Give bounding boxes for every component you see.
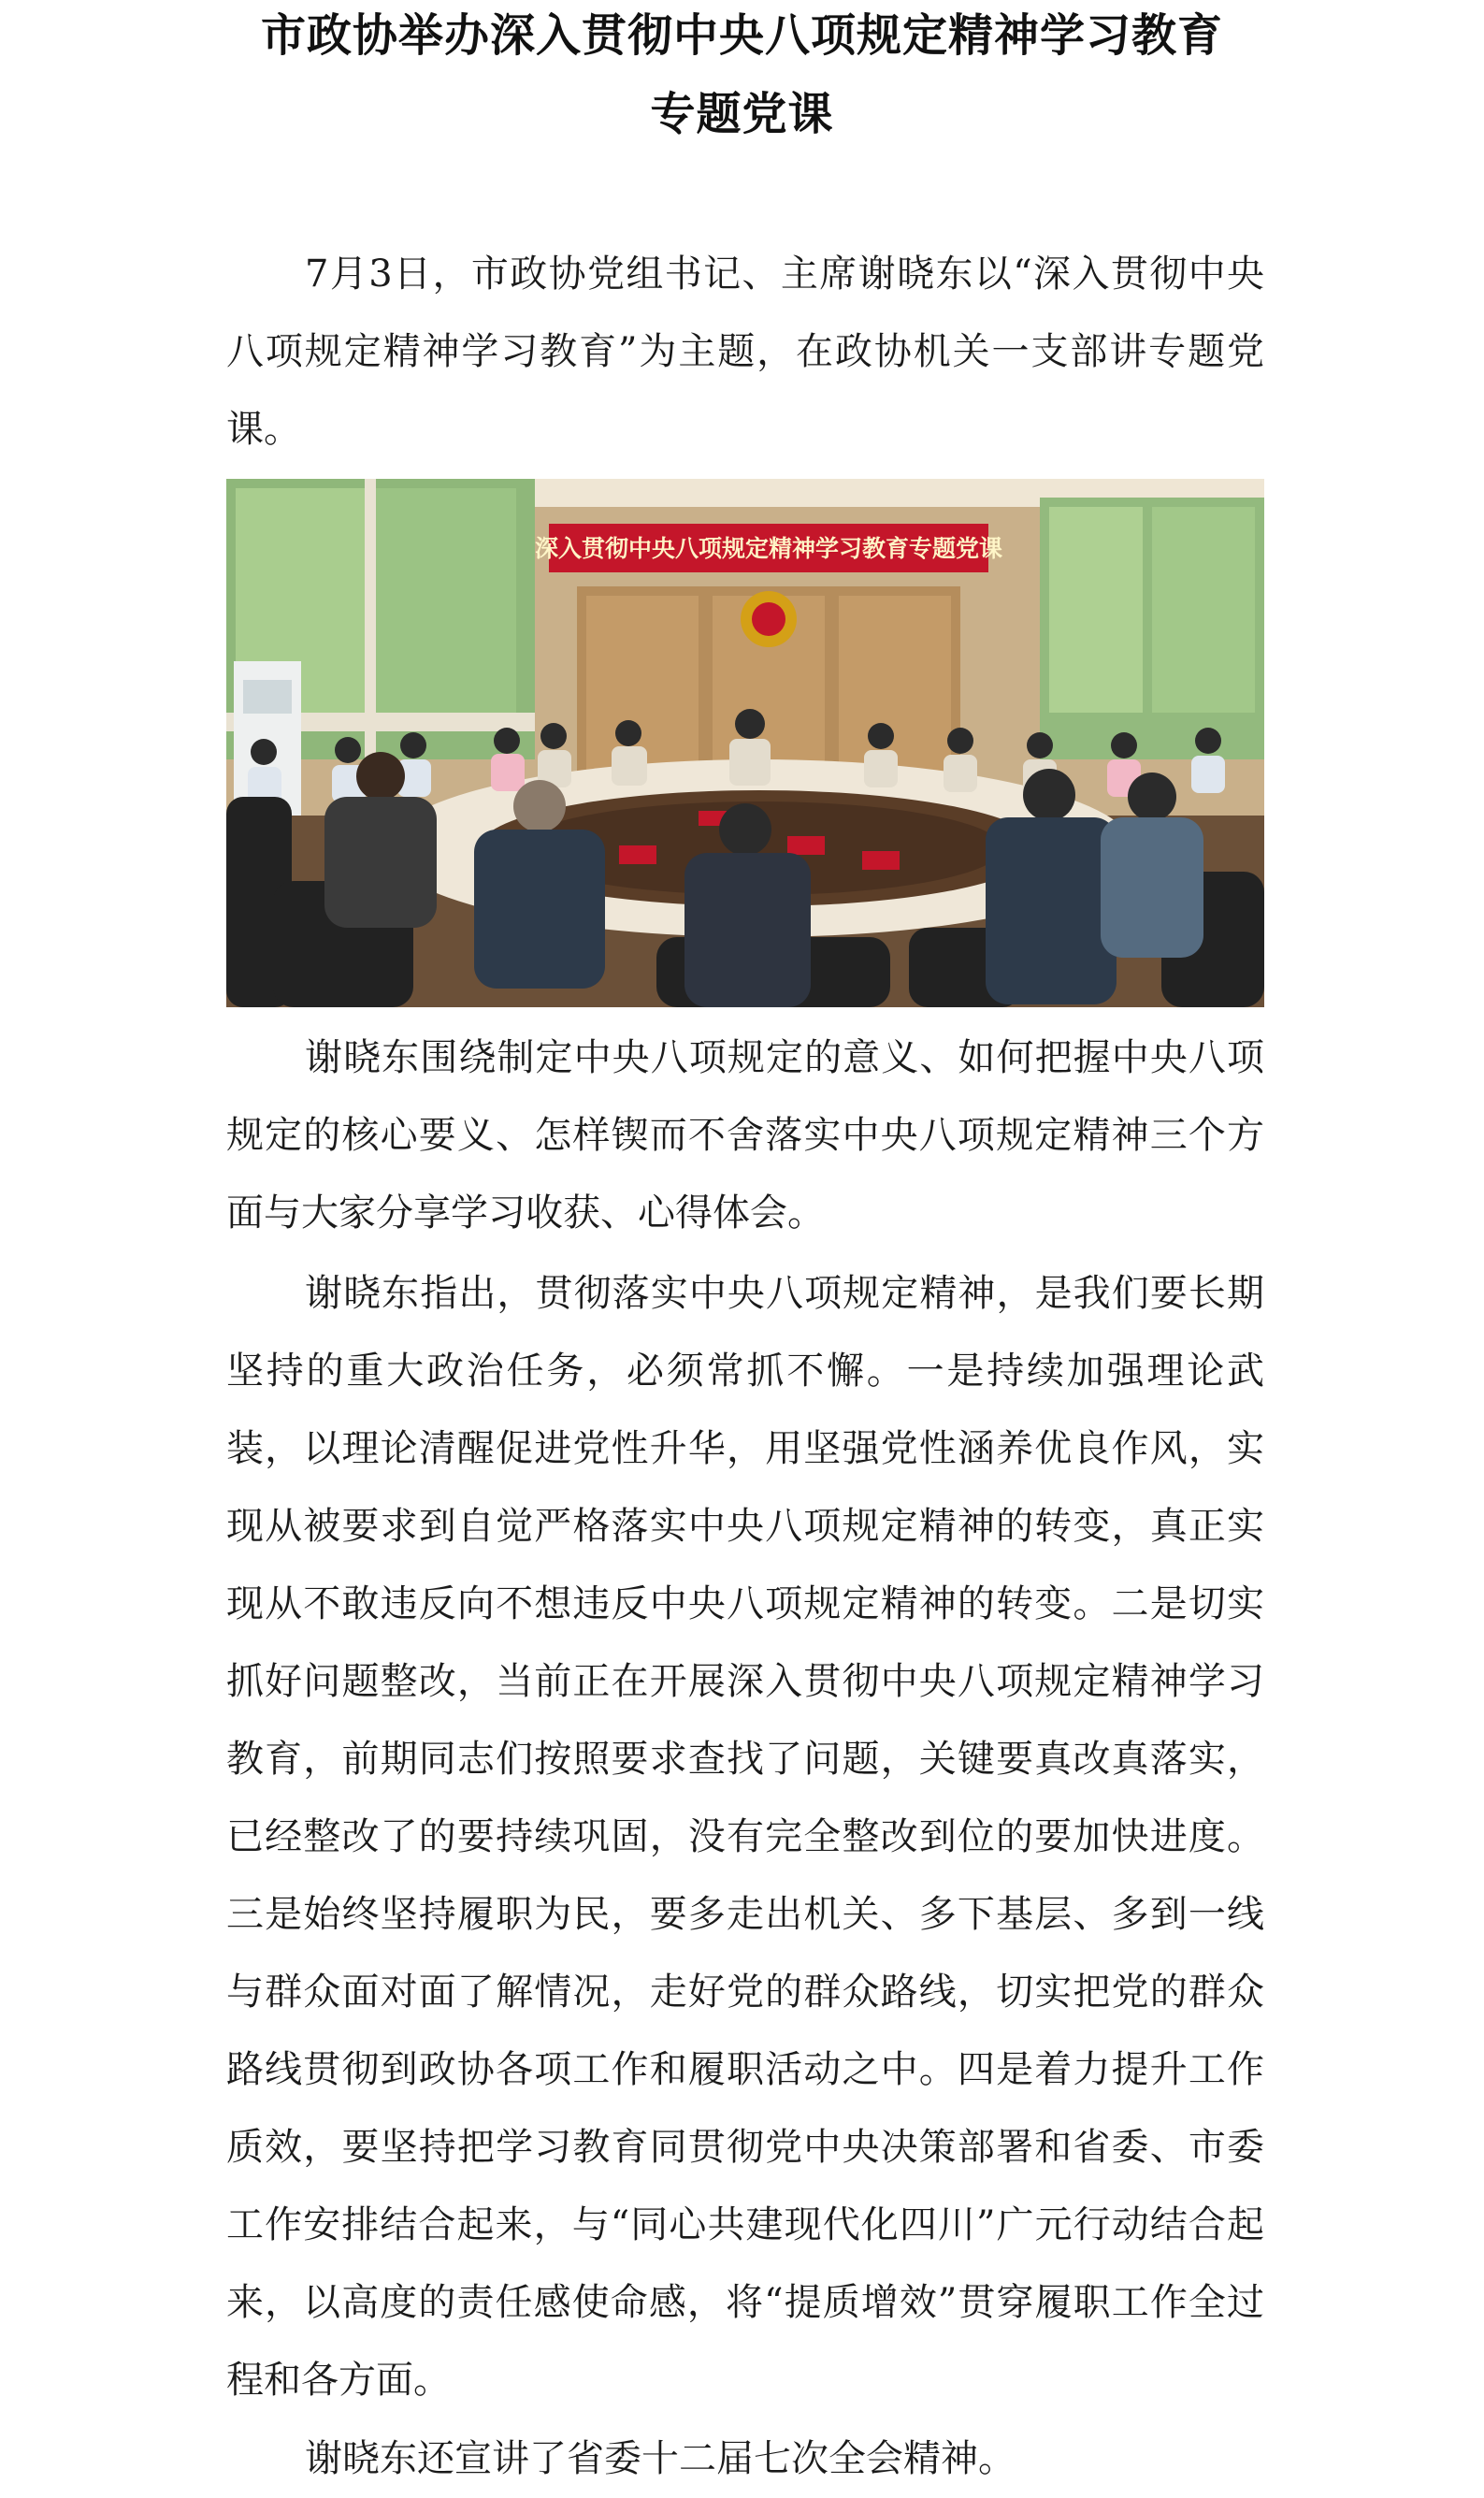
paragraph-intro: 7月3日，市政协党组书记、主席谢晓东以“深入贯彻中央八项规定精神学习教育”为主题，在政协机关一支部讲专题党课。 <box>226 253 1264 451</box>
article-title-line2: 专题党课 <box>650 88 834 140</box>
paragraph-closing: 谢晓东还宣讲了省委十二届七次全会精神。 <box>305 2437 1016 2480</box>
article-title-line1: 市政协举办深入贯彻中央八项规定精神学习教育 <box>260 9 1223 62</box>
banner-text: 深入贯彻中央八项规定精神学习教育专题党课 <box>534 535 1003 562</box>
meeting-photo <box>226 479 1264 1007</box>
paragraph-main-points: 谢晓东指出，贯彻落实中央八项规定精神，是我们要长期坚持的重大政治任务，必须常抓不懈。一是持续加强理论武装，以理论清醒促进党性升华，用坚强党性涵养优良作风，实现从被要求到自觉严格落实中央八项规定精神的转变，真正实现从不敢违反向不想违反中央八项规定精神的转变。二是切实抓好问题整改，当前正在开展深入贯彻中央八项规定精神学习教育，前期同志们按照要求查找了问题，关键要真改真落实，已经整改了的要持续巩固，没有完全整改到位的要加快进度。三是始终坚持履职为民，要多走出机关、多下基层、多到一线与群众面对面了解情况，走好党的群众路线，切实把党的群众路线贯彻到政协各项工作和履职活动之中。四是着力提升工作质效，要坚持把学习教育同贯彻党中央决策部署和省委、市委工作安排结合起来，与“同心共建现代化四川”广元行动结合起来，以高度的责任感使命感，将“提质增效”贯穿履职工作全过程和各方面。 <box>226 1272 1264 2402</box>
paragraph-topics: 谢晓东围绕制定中央八项规定的意义、如何把握中央八项规定的核心要义、怎样锲而不舍落实中央八项规定精神三个方面与大家分享学习收获、心得体会。 <box>226 1036 1264 1235</box>
